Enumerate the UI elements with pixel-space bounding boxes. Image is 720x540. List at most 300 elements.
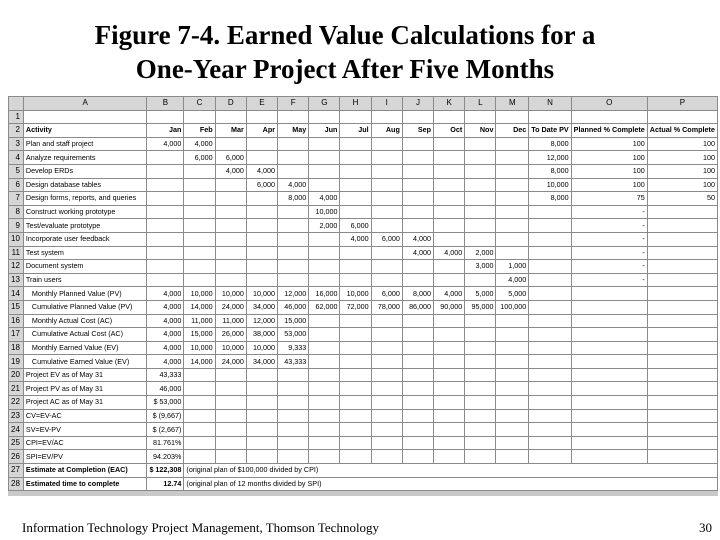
table-cell[interactable] [340, 396, 371, 410]
table-cell[interactable] [529, 355, 571, 369]
column-header[interactable]: N [529, 97, 571, 111]
table-cell[interactable] [402, 205, 433, 219]
table-cell[interactable] [647, 355, 717, 369]
row-number[interactable]: 11 [9, 246, 24, 260]
table-cell[interactable] [496, 423, 529, 437]
column-header[interactable]: P [647, 97, 717, 111]
table-cell[interactable]: - [571, 219, 647, 233]
table-cell[interactable] [340, 328, 371, 342]
table-cell[interactable]: 46,000 [278, 300, 309, 314]
table-cell[interactable]: To Date PV [529, 124, 571, 138]
table-cell[interactable] [571, 110, 647, 124]
row-label-cell[interactable]: Project AC as of May 31 [23, 396, 147, 410]
table-cell[interactable]: 26,000 [215, 328, 246, 342]
table-cell[interactable] [246, 219, 277, 233]
table-cell[interactable] [184, 232, 215, 246]
row-label-cell[interactable]: SPI=EV/PV [23, 450, 147, 464]
table-cell[interactable]: 90,000 [434, 300, 465, 314]
table-cell[interactable] [184, 423, 215, 437]
table-cell[interactable] [571, 436, 647, 450]
table-cell[interactable] [434, 382, 465, 396]
table-cell[interactable]: 86,000 [402, 300, 433, 314]
table-cell[interactable] [309, 137, 340, 151]
table-cell[interactable] [371, 436, 402, 450]
table-cell[interactable] [647, 450, 717, 464]
table-cell[interactable]: 4,000 [147, 355, 184, 369]
table-cell[interactable] [278, 246, 309, 260]
table-cell[interactable] [184, 260, 215, 274]
row-number[interactable]: 24 [9, 423, 24, 437]
row-number[interactable]: 14 [9, 287, 24, 301]
row-number[interactable]: 17 [9, 328, 24, 342]
table-cell[interactable] [278, 260, 309, 274]
table-cell[interactable]: 4,000 [402, 246, 433, 260]
table-cell[interactable]: 24,000 [215, 300, 246, 314]
table-cell[interactable]: 4,000 [340, 232, 371, 246]
table-cell[interactable] [246, 450, 277, 464]
table-cell[interactable] [246, 368, 277, 382]
table-cell[interactable]: 6,000 [215, 151, 246, 165]
row-label-cell[interactable]: Estimate at Completion (EAC) [23, 464, 147, 478]
table-cell[interactable] [402, 355, 433, 369]
table-cell[interactable]: - [571, 273, 647, 287]
table-cell[interactable] [434, 450, 465, 464]
table-cell[interactable] [184, 436, 215, 450]
column-header[interactable]: K [434, 97, 465, 111]
table-cell[interactable] [402, 151, 433, 165]
column-header[interactable]: B [147, 97, 184, 111]
table-cell[interactable]: 8,000 [402, 287, 433, 301]
table-cell[interactable]: Jul [340, 124, 371, 138]
table-cell[interactable] [309, 151, 340, 165]
table-cell[interactable] [371, 178, 402, 192]
table-cell[interactable]: 12.74 [147, 477, 184, 491]
row-label-cell[interactable]: Cumulative Actual Cost (AC) [23, 328, 147, 342]
table-cell[interactable] [309, 164, 340, 178]
table-cell[interactable] [340, 151, 371, 165]
table-cell[interactable] [371, 246, 402, 260]
table-cell[interactable]: 6,000 [371, 232, 402, 246]
table-cell[interactable] [434, 409, 465, 423]
table-cell[interactable] [246, 246, 277, 260]
table-cell[interactable]: 62,000 [309, 300, 340, 314]
table-cell[interactable] [278, 110, 309, 124]
table-cell[interactable] [402, 164, 433, 178]
table-cell[interactable] [371, 341, 402, 355]
table-cell[interactable] [371, 205, 402, 219]
table-cell[interactable] [215, 450, 246, 464]
table-cell[interactable] [529, 110, 571, 124]
table-cell[interactable]: Dec [496, 124, 529, 138]
table-cell[interactable]: 100 [571, 137, 647, 151]
table-cell[interactable]: 94.203% [147, 450, 184, 464]
table-cell[interactable]: - [571, 205, 647, 219]
table-cell[interactable]: 34,000 [246, 355, 277, 369]
table-cell[interactable] [184, 396, 215, 410]
table-cell[interactable] [246, 273, 277, 287]
table-cell[interactable] [371, 450, 402, 464]
table-cell[interactable]: 15,000 [278, 314, 309, 328]
table-cell[interactable] [571, 328, 647, 342]
table-cell[interactable] [434, 164, 465, 178]
table-cell[interactable] [340, 192, 371, 206]
table-cell[interactable] [215, 137, 246, 151]
table-cell[interactable] [465, 341, 496, 355]
row-label-cell[interactable]: Monthly Actual Cost (AC) [23, 314, 147, 328]
table-cell[interactable]: 43,333 [147, 368, 184, 382]
table-cell[interactable] [215, 260, 246, 274]
table-cell[interactable]: 10,000 [215, 341, 246, 355]
row-number[interactable]: 10 [9, 232, 24, 246]
table-cell[interactable] [402, 328, 433, 342]
table-cell[interactable] [340, 246, 371, 260]
table-cell[interactable] [184, 178, 215, 192]
row-number[interactable]: 15 [9, 300, 24, 314]
table-cell[interactable] [371, 151, 402, 165]
table-cell[interactable] [465, 368, 496, 382]
table-cell[interactable] [496, 110, 529, 124]
table-cell[interactable] [147, 110, 184, 124]
table-cell[interactable] [496, 382, 529, 396]
table-cell[interactable]: 12,000 [278, 287, 309, 301]
table-cell[interactable] [340, 137, 371, 151]
table-cell[interactable]: 34,000 [246, 300, 277, 314]
table-cell[interactable]: 6,000 [371, 287, 402, 301]
table-cell[interactable]: $ (2,667) [147, 423, 184, 437]
row-number[interactable]: 13 [9, 273, 24, 287]
table-cell[interactable] [309, 409, 340, 423]
table-cell[interactable] [340, 164, 371, 178]
table-cell[interactable]: 10,000 [529, 178, 571, 192]
table-cell[interactable] [246, 192, 277, 206]
table-cell[interactable] [340, 436, 371, 450]
table-cell[interactable] [647, 396, 717, 410]
table-cell[interactable] [571, 450, 647, 464]
table-cell[interactable] [496, 409, 529, 423]
corner-header[interactable] [9, 97, 24, 111]
table-cell[interactable] [246, 260, 277, 274]
table-cell[interactable] [647, 314, 717, 328]
table-cell[interactable] [371, 355, 402, 369]
table-cell[interactable]: 9,333 [278, 341, 309, 355]
table-cell[interactable]: 8,000 [529, 137, 571, 151]
table-cell[interactable] [278, 273, 309, 287]
table-cell[interactable] [402, 314, 433, 328]
table-cell[interactable]: 100 [647, 178, 717, 192]
row-label-cell[interactable]: Design database tables [23, 178, 147, 192]
table-cell[interactable] [465, 396, 496, 410]
table-cell[interactable] [147, 246, 184, 260]
table-cell[interactable]: 10,000 [184, 341, 215, 355]
row-label-cell[interactable]: Incorporate user feedback [23, 232, 147, 246]
table-cell[interactable] [184, 219, 215, 233]
table-cell[interactable] [246, 151, 277, 165]
table-cell[interactable] [465, 423, 496, 437]
table-cell[interactable]: 4,000 [147, 328, 184, 342]
note-cell[interactable]: (original plan of 12 months divided by SPI) [184, 477, 718, 491]
table-cell[interactable] [402, 396, 433, 410]
table-cell[interactable]: 3,000 [465, 260, 496, 274]
table-cell[interactable]: 1,000 [496, 260, 529, 274]
row-label-cell[interactable]: Train users [23, 273, 147, 287]
row-number[interactable]: 20 [9, 368, 24, 382]
table-cell[interactable] [371, 328, 402, 342]
table-cell[interactable] [184, 273, 215, 287]
table-cell[interactable] [402, 382, 433, 396]
table-cell[interactable] [402, 436, 433, 450]
row-label-cell[interactable]: Design forms, reports, and queries [23, 192, 147, 206]
row-label-cell[interactable]: Monthly Planned Value (PV) [23, 287, 147, 301]
row-number[interactable]: 28 [9, 477, 24, 491]
table-cell[interactable]: 78,000 [371, 300, 402, 314]
table-cell[interactable] [309, 273, 340, 287]
table-cell[interactable]: 12,000 [529, 151, 571, 165]
table-cell[interactable]: $ 122,308 [147, 464, 184, 478]
table-cell[interactable]: 4,000 [147, 287, 184, 301]
table-cell[interactable] [529, 205, 571, 219]
table-cell[interactable] [147, 192, 184, 206]
table-cell[interactable] [371, 314, 402, 328]
table-cell[interactable] [184, 110, 215, 124]
table-cell[interactable] [184, 246, 215, 260]
column-header[interactable]: A [23, 97, 147, 111]
row-number[interactable]: 23 [9, 409, 24, 423]
table-cell[interactable] [496, 164, 529, 178]
table-cell[interactable] [496, 178, 529, 192]
table-cell[interactable]: 10,000 [246, 287, 277, 301]
table-cell[interactable] [647, 300, 717, 314]
table-cell[interactable]: 11,000 [184, 314, 215, 328]
table-cell[interactable] [496, 219, 529, 233]
table-cell[interactable]: 8,000 [529, 192, 571, 206]
table-cell[interactable] [147, 232, 184, 246]
table-cell[interactable] [147, 273, 184, 287]
table-cell[interactable] [465, 328, 496, 342]
column-header[interactable]: H [340, 97, 371, 111]
table-cell[interactable]: 10,000 [340, 287, 371, 301]
table-cell[interactable]: 50 [647, 192, 717, 206]
table-cell[interactable] [278, 137, 309, 151]
table-cell[interactable] [465, 192, 496, 206]
row-label-cell[interactable]: Develop ERDs [23, 164, 147, 178]
table-cell[interactable] [184, 368, 215, 382]
table-cell[interactable] [309, 341, 340, 355]
row-number[interactable]: 16 [9, 314, 24, 328]
table-cell[interactable] [371, 396, 402, 410]
table-cell[interactable]: Jan [147, 124, 184, 138]
table-cell[interactable] [215, 396, 246, 410]
table-cell[interactable]: Jun [309, 124, 340, 138]
row-label-cell[interactable]: CPI=EV/AC [23, 436, 147, 450]
column-header[interactable]: I [371, 97, 402, 111]
table-cell[interactable]: Nov [465, 124, 496, 138]
table-cell[interactable] [278, 436, 309, 450]
table-cell[interactable] [529, 260, 571, 274]
table-cell[interactable]: 100 [571, 164, 647, 178]
table-cell[interactable]: Apr [246, 124, 277, 138]
table-cell[interactable] [309, 260, 340, 274]
table-cell[interactable] [402, 423, 433, 437]
table-cell[interactable]: 95,000 [465, 300, 496, 314]
table-cell[interactable]: 8,000 [278, 192, 309, 206]
table-cell[interactable] [571, 355, 647, 369]
table-cell[interactable] [465, 409, 496, 423]
row-label-cell[interactable]: Analyze requirements [23, 151, 147, 165]
table-cell[interactable] [371, 423, 402, 437]
table-cell[interactable] [371, 409, 402, 423]
table-cell[interactable] [529, 314, 571, 328]
row-label-cell[interactable] [23, 110, 147, 124]
table-cell[interactable] [647, 232, 717, 246]
table-cell[interactable]: 72,000 [340, 300, 371, 314]
table-cell[interactable] [309, 436, 340, 450]
table-cell[interactable] [496, 396, 529, 410]
table-cell[interactable] [278, 205, 309, 219]
table-cell[interactable] [571, 423, 647, 437]
table-cell[interactable] [465, 178, 496, 192]
row-number[interactable]: 4 [9, 151, 24, 165]
table-cell[interactable] [571, 314, 647, 328]
table-cell[interactable] [402, 409, 433, 423]
table-cell[interactable] [434, 341, 465, 355]
column-header[interactable]: D [215, 97, 246, 111]
table-cell[interactable]: 4,000 [147, 300, 184, 314]
table-cell[interactable] [246, 436, 277, 450]
table-cell[interactable] [402, 260, 433, 274]
table-cell[interactable] [371, 382, 402, 396]
table-cell[interactable] [278, 423, 309, 437]
table-cell[interactable]: 10,000 [215, 287, 246, 301]
table-cell[interactable] [647, 341, 717, 355]
table-cell[interactable] [215, 232, 246, 246]
table-cell[interactable] [278, 409, 309, 423]
row-number[interactable]: 21 [9, 382, 24, 396]
table-cell[interactable] [215, 436, 246, 450]
table-cell[interactable] [434, 423, 465, 437]
table-cell[interactable]: - [571, 260, 647, 274]
table-cell[interactable] [496, 232, 529, 246]
table-cell[interactable]: 100 [571, 151, 647, 165]
table-cell[interactable] [340, 341, 371, 355]
table-cell[interactable]: 16,000 [309, 287, 340, 301]
table-cell[interactable]: 38,000 [246, 328, 277, 342]
table-cell[interactable] [184, 205, 215, 219]
table-cell[interactable] [465, 219, 496, 233]
table-cell[interactable]: 11,000 [215, 314, 246, 328]
table-cell[interactable] [278, 396, 309, 410]
table-cell[interactable] [184, 382, 215, 396]
table-cell[interactable] [278, 450, 309, 464]
column-header[interactable]: E [246, 97, 277, 111]
table-cell[interactable]: 8,000 [529, 164, 571, 178]
table-cell[interactable]: May [278, 124, 309, 138]
table-cell[interactable]: 4,000 [496, 273, 529, 287]
table-cell[interactable]: 10,000 [184, 287, 215, 301]
table-cell[interactable] [309, 110, 340, 124]
table-cell[interactable] [529, 396, 571, 410]
table-cell[interactable] [309, 450, 340, 464]
table-cell[interactable] [371, 273, 402, 287]
table-cell[interactable]: 4,000 [147, 314, 184, 328]
table-cell[interactable] [465, 151, 496, 165]
table-cell[interactable] [215, 423, 246, 437]
table-cell[interactable] [496, 368, 529, 382]
row-label-cell[interactable]: Cumulative Earned Value (EV) [23, 355, 147, 369]
table-cell[interactable] [246, 205, 277, 219]
table-cell[interactable] [434, 396, 465, 410]
table-cell[interactable] [340, 450, 371, 464]
table-cell[interactable] [465, 436, 496, 450]
table-cell[interactable] [496, 205, 529, 219]
table-cell[interactable] [465, 314, 496, 328]
table-cell[interactable] [309, 314, 340, 328]
table-cell[interactable] [434, 178, 465, 192]
table-cell[interactable] [215, 205, 246, 219]
table-cell[interactable] [340, 110, 371, 124]
table-cell[interactable]: 14,000 [184, 355, 215, 369]
row-label-cell[interactable]: Test system [23, 246, 147, 260]
row-number[interactable]: 8 [9, 205, 24, 219]
table-cell[interactable] [465, 382, 496, 396]
table-cell[interactable] [496, 436, 529, 450]
table-cell[interactable] [215, 409, 246, 423]
table-cell[interactable] [309, 328, 340, 342]
table-cell[interactable] [340, 178, 371, 192]
table-cell[interactable] [465, 232, 496, 246]
table-cell[interactable]: - [571, 246, 647, 260]
table-cell[interactable]: - [571, 232, 647, 246]
table-cell[interactable] [647, 368, 717, 382]
row-label-cell[interactable]: Test/evaluate prototype [23, 219, 147, 233]
table-cell[interactable]: 4,000 [434, 287, 465, 301]
table-cell[interactable] [215, 382, 246, 396]
table-cell[interactable] [571, 396, 647, 410]
column-header[interactable]: C [184, 97, 215, 111]
table-cell[interactable] [402, 110, 433, 124]
table-cell[interactable]: 12,000 [246, 314, 277, 328]
row-label-cell[interactable]: Project EV as of May 31 [23, 368, 147, 382]
table-cell[interactable]: 100 [571, 178, 647, 192]
table-cell[interactable] [215, 178, 246, 192]
table-cell[interactable] [496, 192, 529, 206]
table-cell[interactable] [434, 273, 465, 287]
table-cell[interactable] [309, 382, 340, 396]
table-cell[interactable]: 6,000 [184, 151, 215, 165]
table-cell[interactable]: 4,000 [246, 164, 277, 178]
table-cell[interactable]: Aug [371, 124, 402, 138]
row-number[interactable]: 22 [9, 396, 24, 410]
table-cell[interactable] [147, 164, 184, 178]
table-cell[interactable]: 4,000 [434, 246, 465, 260]
table-cell[interactable] [434, 314, 465, 328]
note-cell[interactable]: (original plan of $100,000 divided by CPI) [184, 464, 718, 478]
table-cell[interactable]: 100 [647, 151, 717, 165]
table-cell[interactable] [215, 110, 246, 124]
table-cell[interactable]: 6,000 [246, 178, 277, 192]
table-cell[interactable] [402, 341, 433, 355]
table-cell[interactable] [402, 192, 433, 206]
table-cell[interactable] [529, 273, 571, 287]
table-cell[interactable] [184, 192, 215, 206]
table-cell[interactable] [246, 232, 277, 246]
table-cell[interactable]: Sep [402, 124, 433, 138]
table-cell[interactable] [496, 328, 529, 342]
row-number[interactable]: 18 [9, 341, 24, 355]
table-cell[interactable] [340, 260, 371, 274]
table-cell[interactable] [371, 164, 402, 178]
row-label-cell[interactable]: Cumulative Planned Value (PV) [23, 300, 147, 314]
table-cell[interactable]: 100 [647, 164, 717, 178]
